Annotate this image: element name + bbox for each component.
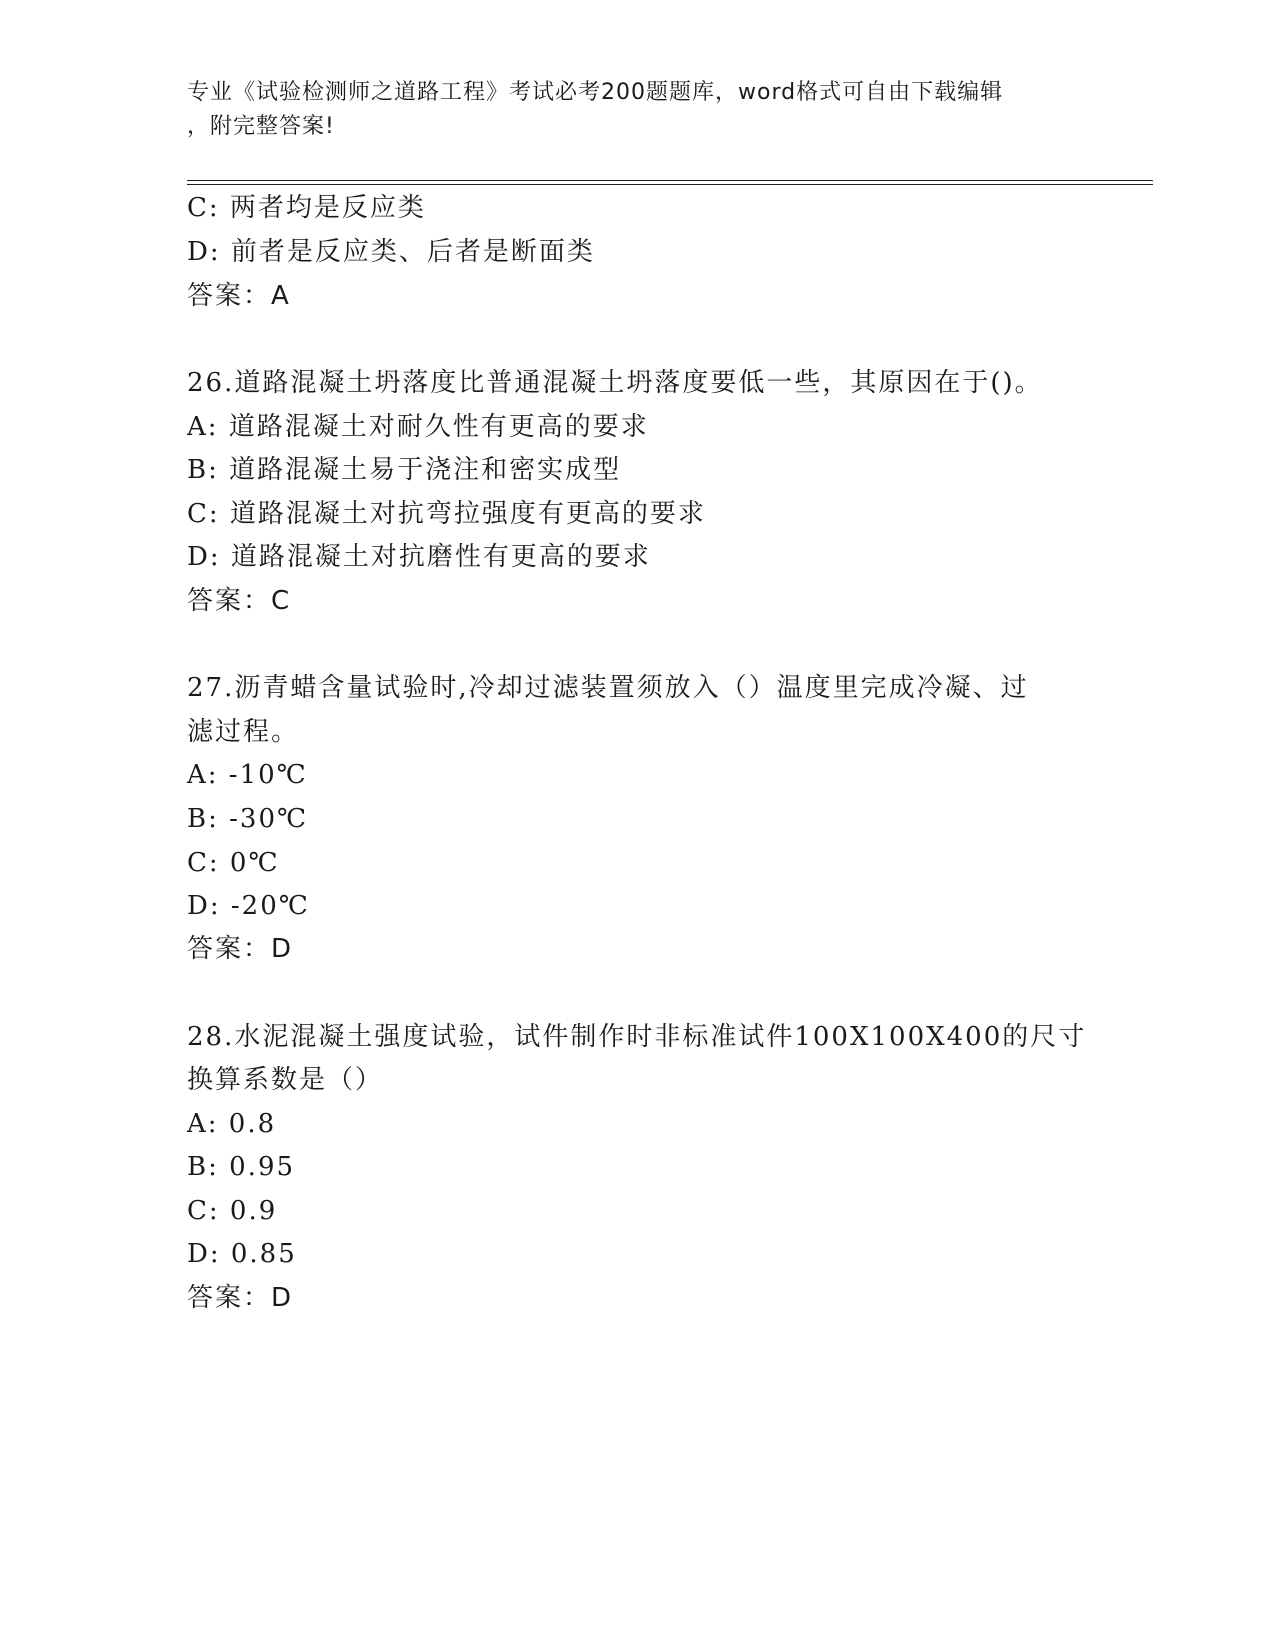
document-header	[187, 76, 1067, 144]
q28-stem-line1: 28.水泥混凝土强度试验，试件制作时非标准试件100X100X400的尺寸	[187, 1022, 1087, 1052]
q27-stem-line2: 滤过程。	[187, 717, 300, 747]
header-line-1: 专业《试验检测师之道路工程》考试必考200题题库，word格式可自由下载编辑	[187, 80, 1004, 105]
q28-option-b: B: 0.95	[187, 1152, 296, 1182]
q28-option-a: A: 0.8	[187, 1109, 277, 1139]
q27-option-c: C: 0℃	[187, 848, 280, 878]
q28-option-c: C: 0.9	[187, 1196, 278, 1226]
header-line-2: ，附完整答案!	[187, 114, 335, 139]
q28-option-d: D: 0.85	[187, 1239, 297, 1269]
q26-answer: 答案：C	[187, 586, 292, 616]
q26-option-a: A: 道路混凝土对耐久性有更高的要求	[187, 412, 649, 442]
prev-option-d: D: 前者是反应类、后者是断面类	[187, 237, 595, 267]
q27-option-a: A: -10℃	[187, 760, 308, 790]
q27-answer: 答案：D	[187, 934, 294, 964]
q26-option-b: B: 道路混凝土易于浇注和密实成型	[187, 455, 622, 485]
q26-stem: 26.道路混凝土坍落度比普通混凝土坍落度要低一些，其原因在于()。	[187, 368, 1043, 398]
q28-answer: 答案：D	[187, 1283, 294, 1313]
prev-answer: 答案：A	[187, 281, 291, 311]
q26-option-c: C: 道路混凝土对抗弯拉强度有更高的要求	[187, 499, 706, 529]
prev-option-c: C: 两者均是反应类	[187, 193, 426, 223]
q27-option-b: B: -30℃	[187, 804, 309, 834]
q27-stem-line1: 27.沥青蜡含量试验时,冷却过滤装置须放入（）温度里完成冷凝、过	[187, 673, 1029, 703]
q28-stem-line2: 换算系数是（）	[187, 1065, 384, 1095]
header-divider-bottom	[187, 184, 1153, 185]
q26-option-d: D: 道路混凝土对抗磨性有更高的要求	[187, 542, 651, 572]
q27-option-d: D: -20℃	[187, 891, 310, 921]
header-divider-top	[187, 180, 1153, 181]
